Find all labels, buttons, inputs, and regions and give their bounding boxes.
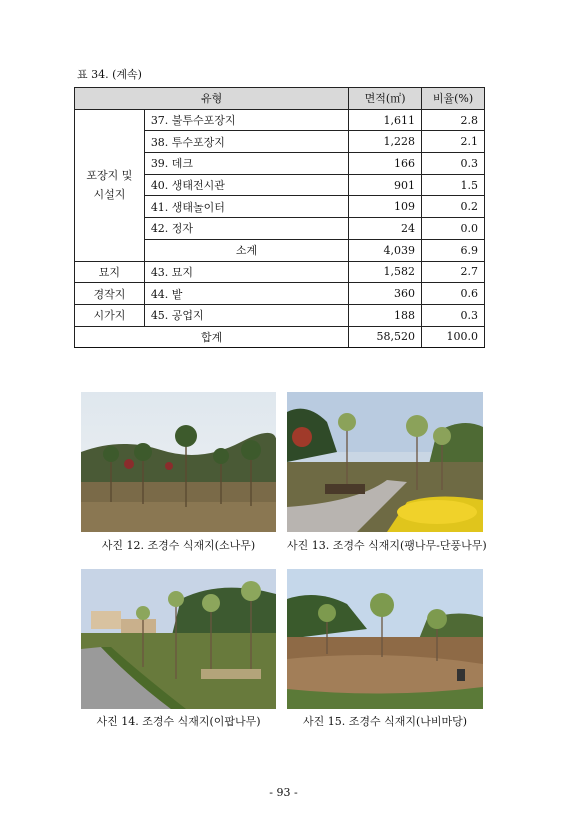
ratio-cell: 0.3 xyxy=(422,153,485,175)
photo-caption: 사진 13. 조경수 식재지(팽나무-단풍나무) xyxy=(287,539,487,552)
table-row xyxy=(75,109,485,131)
table-row xyxy=(75,304,485,326)
item-cell: 44. 밭 xyxy=(144,283,348,305)
item-cell: 40. 생태전시관 xyxy=(144,174,348,196)
area-cell: 24 xyxy=(349,218,422,240)
ratio-cell: 0.0 xyxy=(422,218,485,240)
header-ratio: 비율(%) xyxy=(422,88,485,110)
photo-fringe-tree xyxy=(81,569,276,709)
total-ratio: 100.0 xyxy=(422,326,485,348)
item-cell: 43. 묘지 xyxy=(144,261,348,283)
item-cell: 41. 생태놀이터 xyxy=(144,196,348,218)
area-cell: 901 xyxy=(349,174,422,196)
ratio-cell: 1.5 xyxy=(422,174,485,196)
photo-caption: 사진 12. 조경수 식재지(소나무) xyxy=(101,539,256,552)
category-paved: 포장지 및 시설지 xyxy=(75,109,145,261)
ratio-cell: 2.8 xyxy=(422,109,485,131)
header-area: 면적(㎡) xyxy=(349,88,422,110)
header-type: 유형 xyxy=(75,88,349,110)
area-cell: 166 xyxy=(349,153,422,175)
table-row xyxy=(75,283,485,305)
table-header-row xyxy=(75,88,485,110)
category-cell: 경작지 xyxy=(75,283,145,305)
category-cell: 묘지 xyxy=(75,261,145,283)
photo-caption: 사진 14. 조경수 식재지(이팝나무) xyxy=(96,715,261,728)
area-cell: 1,611 xyxy=(349,109,422,131)
item-cell: 39. 데크 xyxy=(144,153,348,175)
ratio-cell: 2.7 xyxy=(422,261,485,283)
area-cell: 109 xyxy=(349,196,422,218)
area-cell: 360 xyxy=(349,283,422,305)
item-cell: 45. 공업지 xyxy=(144,304,348,326)
page-number: - 93 - xyxy=(269,786,298,799)
category-cell: 시가지 xyxy=(75,304,145,326)
photo-hackberry-maple xyxy=(287,392,483,532)
photo-caption: 사진 15. 조경수 식재지(나비마당) xyxy=(302,715,468,728)
total-label: 합계 xyxy=(75,326,349,348)
subtotal-label: 소계 xyxy=(144,239,348,261)
area-cell: 188 xyxy=(349,304,422,326)
item-cell: 37. 불투수포장지 xyxy=(144,109,348,131)
table-caption: 표 34. (계속) xyxy=(77,68,142,81)
ratio-cell: 0.6 xyxy=(422,283,485,305)
ratio-cell: 2.1 xyxy=(422,131,485,153)
subtotal-area: 4,039 xyxy=(349,239,422,261)
ratio-cell: 0.3 xyxy=(422,304,485,326)
photo-pine-planting xyxy=(81,392,276,532)
area-cell: 1,228 xyxy=(349,131,422,153)
ratio-cell: 0.2 xyxy=(422,196,485,218)
total-row xyxy=(75,326,485,348)
subtotal-ratio: 6.9 xyxy=(422,239,485,261)
item-cell: 38. 투수포장지 xyxy=(144,131,348,153)
area-cell: 1,582 xyxy=(349,261,422,283)
photo-butterfly-garden xyxy=(287,569,483,709)
item-cell: 42. 정자 xyxy=(144,218,348,240)
table-row xyxy=(75,261,485,283)
land-use-table xyxy=(74,87,485,348)
total-area: 58,520 xyxy=(349,326,422,348)
